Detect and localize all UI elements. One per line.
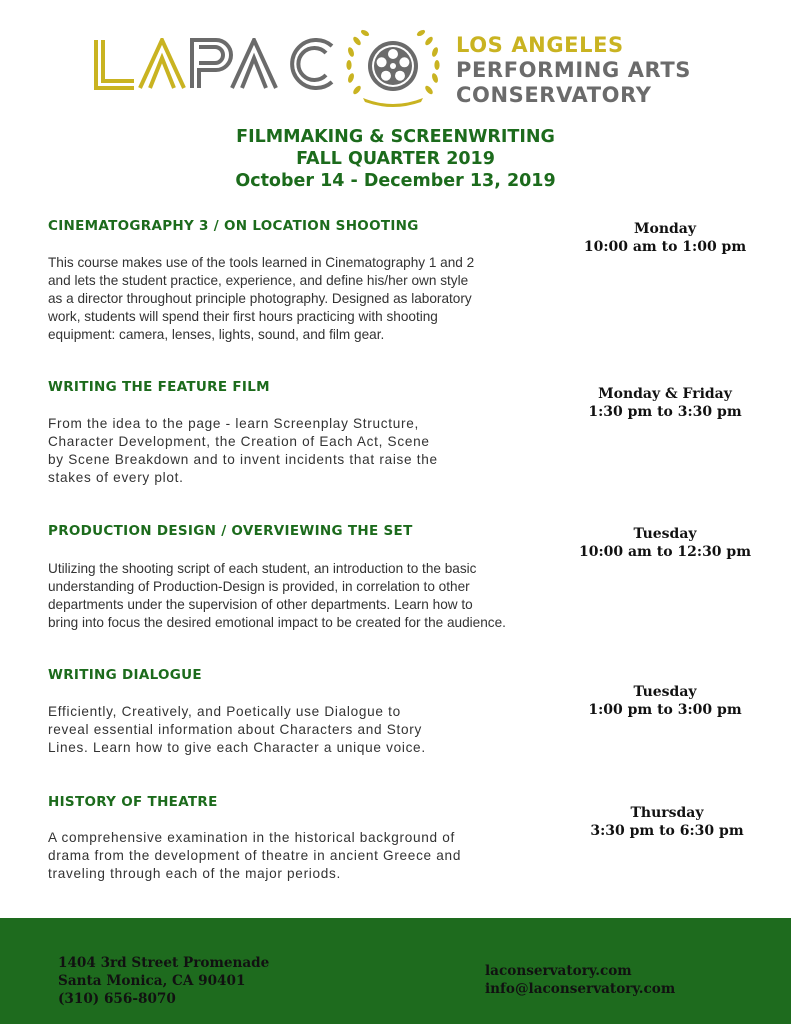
description-line: and lets the student practice, experience, and define his/her own style [48,273,469,288]
description-line: equipment: camera, lenses, lights, sound, and film gear. [48,327,385,342]
logo-name-line3: CONSERVATORY [456,83,652,107]
course-history-theatre [48,794,788,881]
description-line: reveal essential information about Characters and Story [48,722,422,737]
phone-number: (310) 656-8070 [58,991,176,1007]
course-description [48,703,426,757]
course-day: Thursday [630,805,704,821]
course-title: WRITING THE FEATURE FILM [48,379,270,395]
course-writing-dialogue [48,667,788,755]
footer-address [58,954,269,1008]
course-time: 1:00 pm to 3:00 pm [588,702,742,718]
course-time: 10:00 am to 12:30 pm [578,544,752,560]
course-title: HISTORY OF THEATRE [48,794,218,810]
course-schedule [568,525,762,561]
course-title: PRODUCTION DESIGN / OVERVIEWING THE SET [48,523,413,539]
description-line: This course makes use of the tools learned in Cinematography 1 and 2 [48,255,475,270]
description-line: departments under the supervision of other departments. Learn how to [48,597,473,612]
description-line: drama from the development of theatre in ancient Greece and [48,848,462,863]
website-link[interactable]: laconservatory.com [485,963,632,979]
description-line: A comprehensive examination in the historical background of [48,830,456,845]
conservatory-name [456,33,691,108]
lapac-logo-letters [92,38,337,92]
course-schedule [570,683,760,719]
description-line: Lines. Learn how to give each Character a unique voice. [48,740,426,755]
program-dates: October 14 - December 13, 2019 [235,171,556,191]
course-cinematography [48,218,788,342]
logo-name-line1: LOS ANGELES [456,33,624,57]
course-time: 10:00 am to 1:00 pm [583,239,747,255]
program-title: FILMMAKING & SCREENWRITING [236,127,555,147]
course-day: Monday & Friday [598,386,732,402]
course-schedule [572,804,762,840]
address-line2: Santa Monica, CA 90401 [58,973,246,989]
course-description [48,415,438,487]
course-schedule [565,385,765,421]
footer-contact [485,962,675,998]
course-schedule [570,220,760,256]
course-day: Monday [633,221,696,237]
description-line: Efficiently, Creatively, and Poetically use Dialogue to [48,704,401,719]
course-title: CINEMATOGRAPHY 3 / ON LOCATION SHOOTING [48,218,419,234]
course-feature-film [48,379,788,485]
course-description [48,829,461,883]
film-reel-laurel-icon [343,26,443,108]
description-line: stakes of every plot. [48,470,184,485]
program-heading [0,126,791,192]
course-time: 3:30 pm to 6:30 pm [590,823,744,839]
course-description [48,560,506,632]
description-line: work, students will spend their first hours practicing with shooting [48,309,438,324]
description-line: Utilizing the shooting script of each student, an introduction to the basic [48,561,477,576]
email-link[interactable]: info@laconservatory.com [485,981,676,997]
course-time: 1:30 pm to 3:30 pm [588,404,742,420]
footer-bar [0,918,791,1024]
course-production-design [48,523,788,630]
course-day: Tuesday [633,684,697,700]
description-line: understanding of Production-Design is provided, in correlation to other [48,579,470,594]
course-title: WRITING DIALOGUE [48,667,202,683]
logo-name-line2: PERFORMING ARTS [456,58,692,82]
program-quarter: FALL QUARTER 2019 [296,149,495,169]
description-line: From the idea to the page - learn Screenplay Structure, [48,416,419,431]
description-line: by Scene Breakdown and to invent incidents that raise the [48,452,438,467]
description-line: bring into focus the desired emotional impact to be created for the audience. [48,615,506,630]
description-line: Character Development, the Creation of Each Act, Scene [48,434,430,449]
description-line: as a director throughout principle photography. Designed as laboratory [48,291,472,306]
course-description [48,254,474,344]
course-day: Tuesday [633,526,697,542]
description-line: traveling through each of the major periods. [48,866,342,881]
address-line1: 1404 3rd Street Promenade [58,955,270,971]
